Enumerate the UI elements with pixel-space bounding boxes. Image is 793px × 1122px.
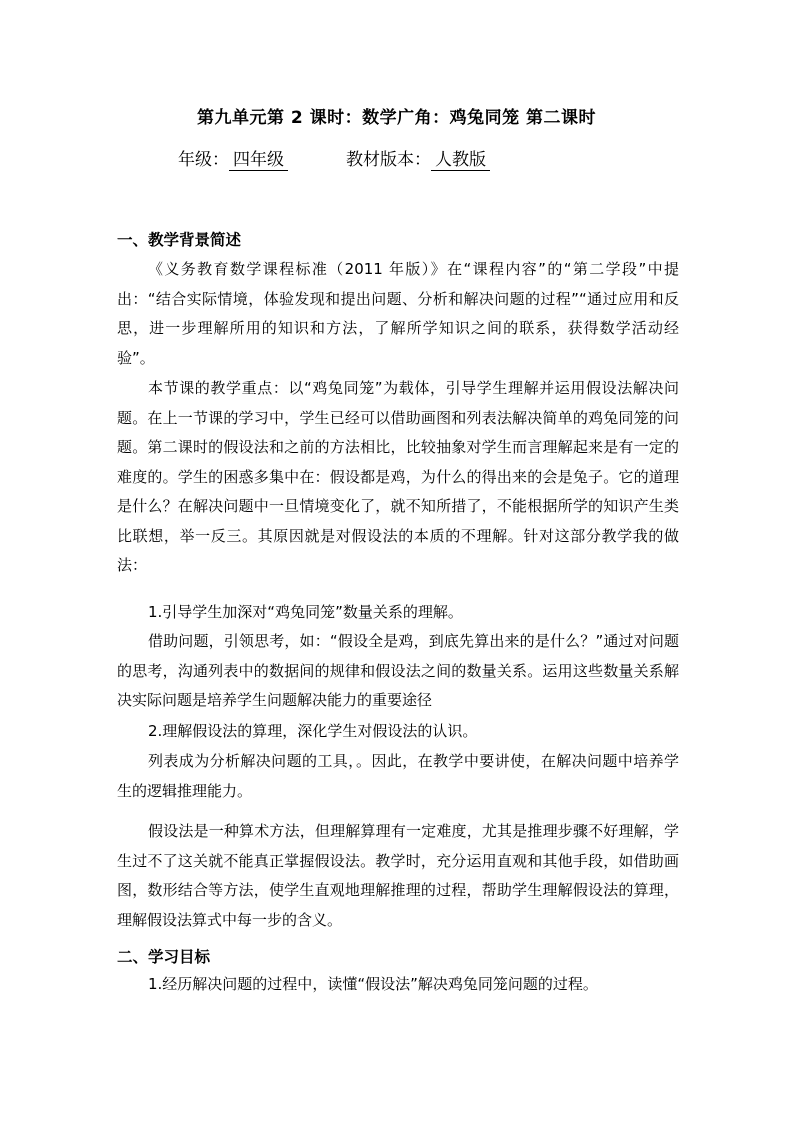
grade-label: 年级： xyxy=(178,150,229,170)
edition-value: 人教版 xyxy=(431,150,490,171)
paragraph-curriculum-standard: 《义务教育数学课程标准（2011 年版）》在“课程内容”的“第二学段”中提出：“结合实际情境，体验发现和提出问题、分析和解决问题的过程”“通过应用和反思，进一步理解所用的知识和方法，了解所学知识之间的联系，获得数学活动经验”。 xyxy=(117,260,679,367)
paragraph-table-tool: 列表成为分析解决问题的工具，。因此，在教学中要讲使，在解决问题中培养学生的逻辑推理能力。 xyxy=(117,752,679,800)
document-meta xyxy=(178,145,490,171)
document-title: 第九单元第 2 课时：数学广角：鸡兔同笼 第二课时 xyxy=(196,108,597,128)
paragraph-teaching-focus: 本节课的教学重点：以“鸡兔同笼”为载体，引导学生理解并运用假设法解决问题。在上一节课的学习中，学生已经可以借助画图和列表法解决简单的鸡兔同笼的问题。第二课时的假设法和之前的方法相比，比较抽象对学生而言理解起来是有一定的难度的。学生的困惑多集中在：假设都是鸡，为什么的得出来的会是兔子。它的道理是什么？在解决问题中一旦情境变化了，就不知所措了，不能根据所学的知识产生类比联想，举一反三。其原因就是对假设法的本质的不理解。针对这部分教学我的做法： xyxy=(117,379,679,574)
paragraph-method-1: 1.引导学生加深对“鸡兔同笼”数量关系的理解。 xyxy=(148,603,463,621)
paragraph-assumption-method: 假设法是一种算术方法，但理解算理有一定难度，尤其是推理步骤不好理解，学生过不了这关就不能真正掌握假设法。教学时，充分运用直观和其他手段，如借助画图，数形结合等方法，使学生直观地理解推理的过程，帮助学生理解假设法的算理，理解假设法算式中每一步的含义。 xyxy=(117,822,679,929)
edition-label: 教材版本： xyxy=(346,150,431,170)
grade-value: 四年级 xyxy=(229,150,288,171)
paragraph-objective-1: 1.经历解决问题的过程中，读懂“假设法”解决鸡兔同笼问题的过程。 xyxy=(148,975,598,993)
section-heading-background: 一、教学背景简述 xyxy=(117,231,242,249)
paragraph-guiding-questions: 借助问题，引领思考，如：“假设全是鸡，到底先算出来的是什么？”通过对问题的思考，沟通列表中的数据间的规律和假设法之间的数量关系。运用这些数量关系解决实际问题是培养学生问题解决能力的重要途径 xyxy=(117,632,679,709)
section-heading-objectives: 二、学习目标 xyxy=(117,948,211,966)
paragraph-method-2: 2.理解假设法的算理，深化学生对假设法的认识。 xyxy=(148,722,478,740)
